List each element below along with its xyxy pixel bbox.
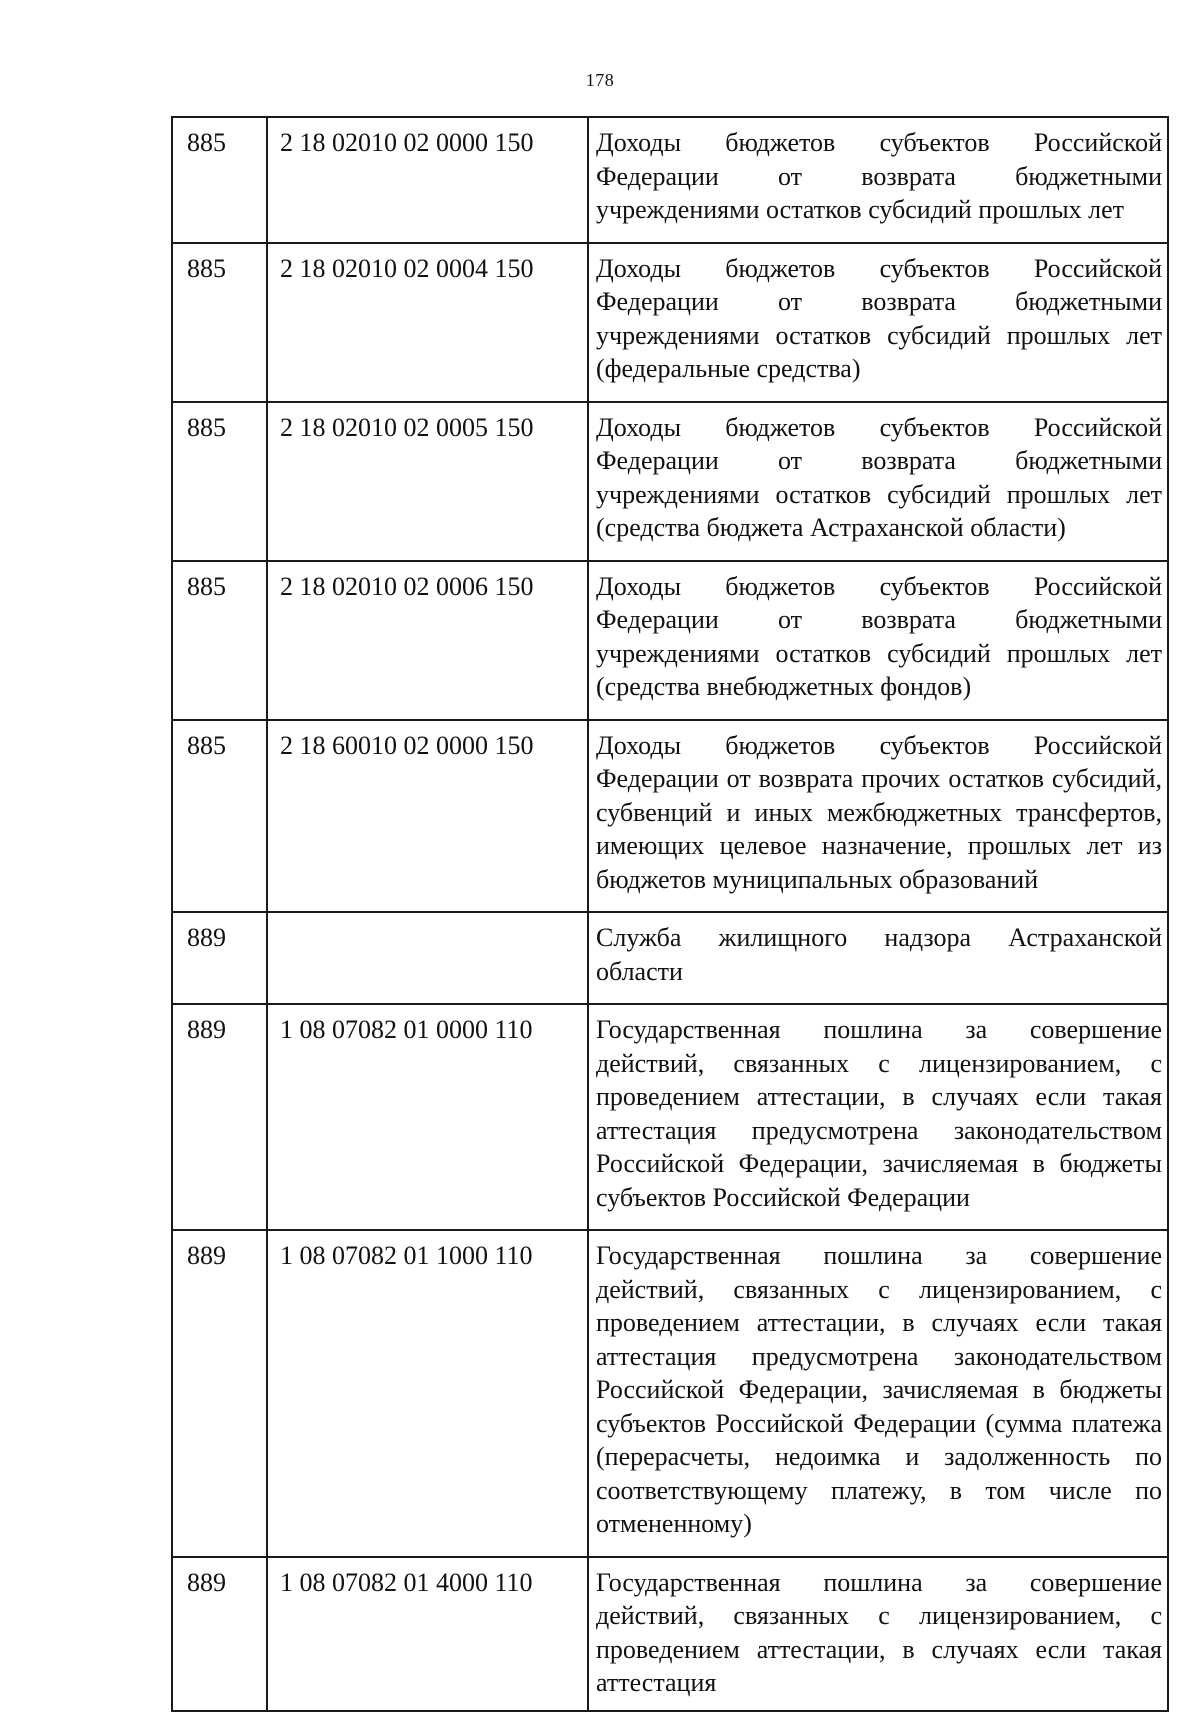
budget-code-cell: 2 18 02010 02 0000 150 [267,117,588,243]
table-row [172,243,1168,402]
description-cell: Служба жилищного надзора Астраханской области [588,912,1168,1004]
budget-code-cell: 2 18 02010 02 0004 150 [267,243,588,402]
description-cell: Государственная пошлина за совершение действий, связанных с лицензированием, с проведением аттестации, в случаях если такая аттестация предусмотрена законодательством Российской Федерации, зачисляемая в бюджеты субъектов Российской Федерации (сумма платежа (перерасчеты, недоимка и задолженность по соответствующему платежу, в том числе по отмененному) [588,1230,1168,1557]
budget-code-cell: 1 08 07082 01 0000 110 [267,1004,588,1230]
admin-code-cell: 885 [172,243,267,402]
table-row [172,1557,1168,1711]
budget-code-cell [267,912,588,1004]
description-cell: Доходы бюджетов субъектов Российской Федерации от возврата бюджетными учреждениями остатков субсидий прошлых лет [588,117,1168,243]
description-cell: Государственная пошлина за совершение действий, связанных с лицензированием, с проведением аттестации, в случаях если такая аттестация предусмотрена законодательством Российской Федерации, зачисляемая в бюджеты субъектов Российской Федерации [588,1004,1168,1230]
admin-code-cell: 885 [172,117,267,243]
admin-code-cell: 885 [172,402,267,561]
budget-code-cell: 2 18 60010 02 0000 150 [267,720,588,913]
budget-code-cell: 2 18 02010 02 0006 150 [267,561,588,720]
description-cell: Доходы бюджетов субъектов Российской Федерации от возврата прочих остатков субсидий, субвенций и иных межбюджетных трансфертов, имеющих целевое назначение, прошлых лет из бюджетов муниципальных образований [588,720,1168,913]
description-cell: Доходы бюджетов субъектов Российской Федерации от возврата бюджетными учреждениями остатков субсидий прошлых лет (средства бюджета Астраханской области) [588,402,1168,561]
admin-code-cell: 885 [172,720,267,913]
table-row [172,117,1168,243]
description-cell: Доходы бюджетов субъектов Российской Федерации от возврата бюджетными учреждениями остатков субсидий прошлых лет (федеральные средства) [588,243,1168,402]
admin-code-cell: 889 [172,1230,267,1557]
page-number: 178 [585,70,615,90]
admin-code-cell: 889 [172,912,267,1004]
table-row [172,561,1168,720]
description-cell: Государственная пошлина за совершение действий, связанных с лицензированием, с проведением аттестации, в случаях если такая аттестация [588,1557,1168,1711]
revenue-codes-table [171,116,1169,1712]
table-row [172,1004,1168,1230]
admin-code-cell: 885 [172,561,267,720]
table-row [172,720,1168,913]
table-row [172,912,1168,1004]
admin-code-cell: 889 [172,1004,267,1230]
admin-code-cell: 889 [172,1557,267,1711]
description-cell: Доходы бюджетов субъектов Российской Федерации от возврата бюджетными учреждениями остатков субсидий прошлых лет (средства внебюджетных фондов) [588,561,1168,720]
table-row [172,1230,1168,1557]
budget-code-cell: 1 08 07082 01 4000 110 [267,1557,588,1711]
budget-code-cell: 1 08 07082 01 1000 110 [267,1230,588,1557]
budget-code-cell: 2 18 02010 02 0005 150 [267,402,588,561]
table-row [172,402,1168,561]
